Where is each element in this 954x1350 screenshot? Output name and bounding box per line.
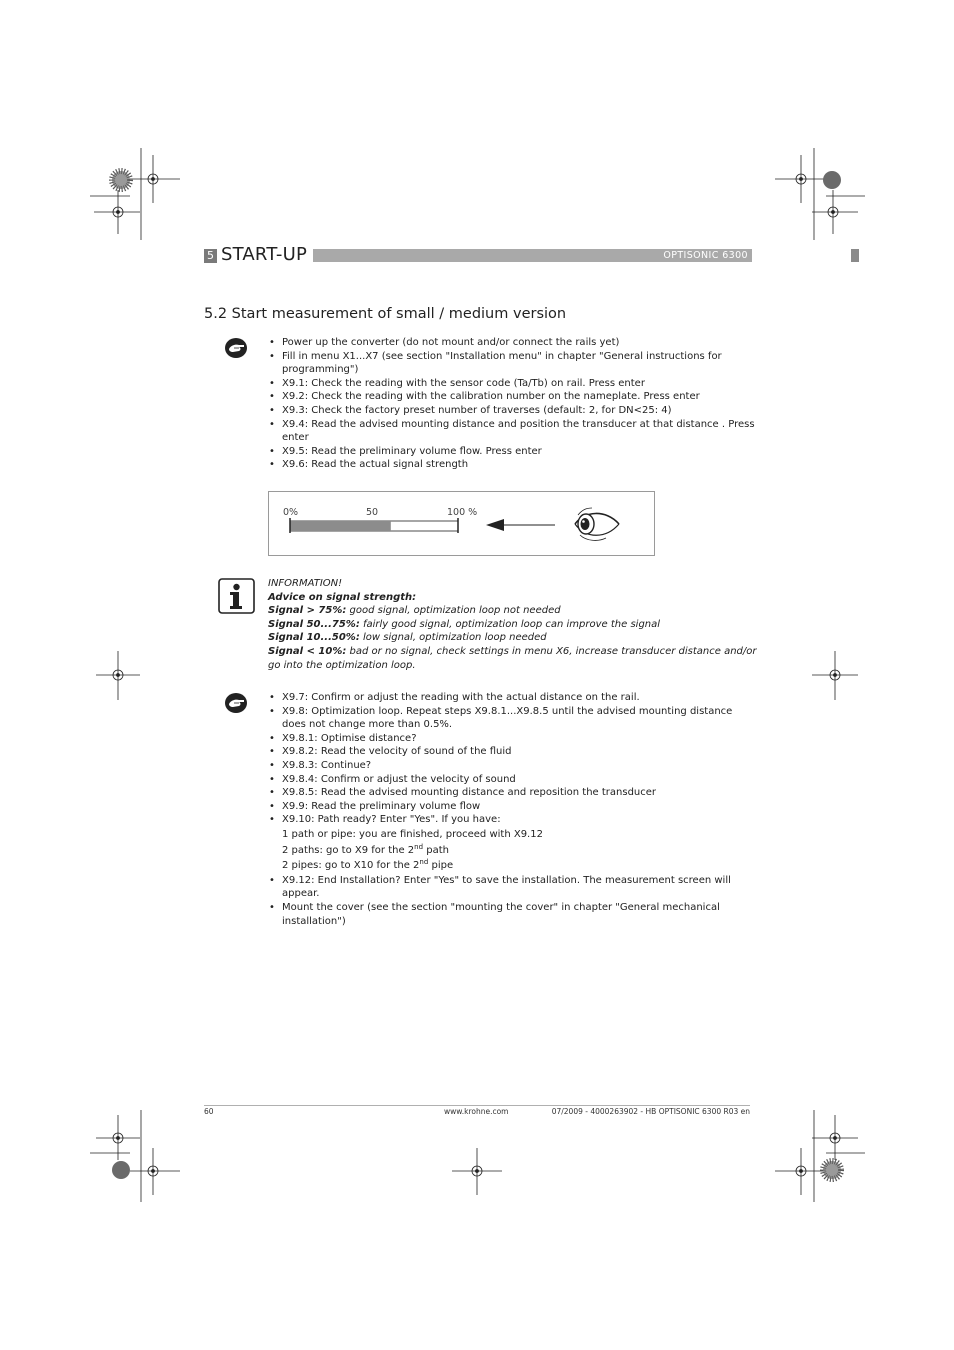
arrow-left-icon (486, 519, 504, 531)
section-title: 5.2 Start measurement of small / medium version (204, 306, 567, 322)
list-item: • X9.5: Read the preliminary volume flow. Press enter (268, 445, 758, 459)
information-icon (218, 578, 255, 614)
eye-icon (572, 505, 622, 543)
list-item: • X9.8.1: Optimise distance? (268, 732, 758, 746)
steps-list-1 (268, 336, 758, 472)
sub-item: 2 pipes: go to X10 for the 2nd pipe (282, 857, 454, 871)
hand-icon (224, 692, 248, 714)
chapter-number: 5 (204, 249, 217, 263)
list-item: • Power up the converter (do not mount and/or connect the rails yet) (268, 336, 758, 350)
list-item: • X9.8: Optimization loop. Repeat steps X9.8.1...X9.8.5 until the advised mounting distance does not change more than 0.5%. (268, 705, 758, 732)
sub-item: 1 path or pipe: you are finished, proceed with X9.12 (282, 829, 543, 841)
list-item: • Mount the cover (see the section "mounting the cover" in chapter "General mechanical installation") (268, 901, 758, 928)
chapter-title: START-UP (221, 244, 308, 265)
information-box (268, 577, 758, 672)
product-name: OPTISONIC 6300 (663, 250, 748, 261)
list-item: • X9.7: Confirm or adjust the reading with the actual distance on the rail. (268, 691, 758, 705)
list-item: • X9.3: Check the factory preset number of traverses (default: 2, for DN<25: 4) (268, 404, 758, 418)
list-item: • X9.2: Check the reading with the calibration number on the nameplate. Press enter (268, 390, 758, 404)
sub-item: 2 paths: go to X9 for the 2nd path (282, 842, 449, 856)
info-line: Signal > 75%: good signal, optimization loop not needed (268, 605, 561, 617)
scale-label-0: 0% (283, 507, 299, 518)
list-item: • X9.4: Read the advised mounting distance and position the transducer at that distance . Press enter (268, 418, 758, 445)
info-subheading: Advice on signal strength: (268, 591, 417, 603)
scale-label-100: 100 % (447, 507, 478, 518)
hand-icon (224, 337, 248, 359)
list-item: • X9.8.3: Continue? (268, 759, 758, 773)
info-line: Signal 10...50%: low signal, optimization loop needed (268, 632, 547, 644)
list-item: • X9.8.5: Read the advised mounting distance and reposition the transducer (268, 786, 758, 800)
scale-label-50: 50 (366, 507, 379, 518)
list-item: • X9.9: Read the preliminary volume flow (268, 800, 758, 814)
header-marker (851, 249, 859, 262)
list-item: • X9.8.4: Confirm or adjust the velocity of sound (268, 773, 758, 787)
steps-list-2 (268, 691, 758, 928)
info-line: Signal < 10%: bad or no signal, check settings in menu X6, increase transducer distance and/or go into the optimization loop. (268, 645, 757, 671)
footer-url: www.krohne.com (444, 1107, 509, 1116)
footer-doc-id: 07/2009 - 4000263902 - HB OPTISONIC 6300 R03 en (551, 1107, 750, 1116)
info-line: Signal 50...75%: fairly good signal, optimization loop can improve the signal (268, 618, 661, 630)
page-number: 60 (204, 1107, 214, 1116)
list-item: • X9.10: Path ready? Enter "Yes". If you have: (268, 813, 758, 827)
list-item: • X9.8.2: Read the velocity of sound of the fluid (268, 745, 758, 759)
list-item: • X9.6: Read the actual signal strength (268, 458, 758, 472)
footer-rule (204, 1105, 750, 1106)
info-heading: INFORMATION! (268, 578, 343, 589)
list-item: • X9.12: End Installation? Enter "Yes" to save the installation. The measurement screen will appear. (268, 874, 758, 901)
list-item: • Fill in menu X1...X7 (see section "Installation menu" in chapter "General instructions for programming") (268, 350, 758, 377)
list-item: • X9.1: Check the reading with the sensor code (Ta/Tb) on rail. Press enter (268, 377, 758, 391)
signal-bar-fill (290, 521, 391, 531)
